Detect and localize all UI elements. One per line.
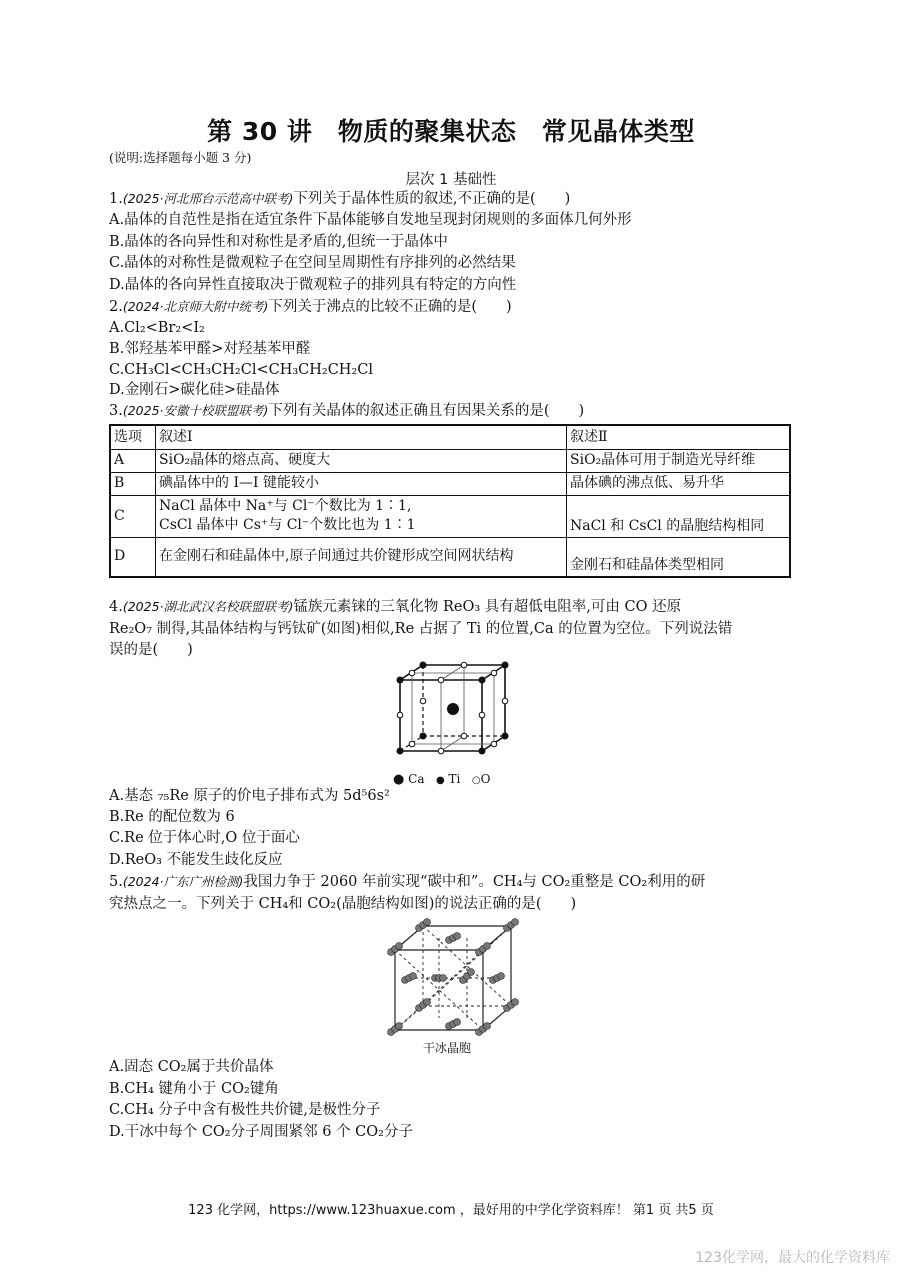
- q2-option-b: B.邻羟基苯甲醛>对羟基苯甲醛: [109, 341, 311, 357]
- row-statement-2: SiO₂晶体可用于制造光导纤维: [567, 449, 791, 472]
- q4-option-b: B.Re 的配位数为 6: [109, 809, 235, 825]
- q1-option-b: B.晶体的各向异性和对称性是矛盾的,但统一于晶体中: [109, 234, 448, 250]
- q2-option-d: D.金刚石>碳化硅>硅晶体: [109, 382, 280, 398]
- q4-option-a: A.基态 ₇₅Re 原子的价电子排布式为 5d⁵6s²: [109, 788, 390, 804]
- q4-source: (2025·湖北武汉名校联盟联考): [122, 599, 294, 614]
- q4-stem-line-3: 误的是( ): [109, 642, 193, 658]
- q4-option-d: D.ReO₃ 不能发生歧化反应: [109, 852, 283, 868]
- row-statement-2: 晶体碘的沸点低、易升华: [567, 472, 791, 495]
- q5-option-b: B.CH₄ 键角小于 CO₂键角: [109, 1081, 279, 1097]
- q1-stem: 1.(2025·河北邢台示范高中联考)下列关于晶体性质的叙述,不正确的是( ): [109, 191, 571, 207]
- q2-option-a: A.Cl₂<Br₂<I₂: [109, 320, 205, 336]
- row-option: B: [110, 472, 156, 495]
- q4-option-c: C.Re 位于体心时,O 位于面心: [109, 830, 300, 846]
- header-statement-1: 叙述Ⅰ: [156, 425, 567, 449]
- q1-source: (2025·河北邢台示范高中联考): [122, 191, 294, 206]
- row-option: D: [110, 537, 156, 577]
- q3-table: [109, 424, 791, 578]
- header-statement-2: 叙述Ⅱ: [567, 425, 791, 449]
- scoring-note: (说明:选择题每小题 3 分): [109, 150, 252, 165]
- q5-stem-line-2: 究热点之一。下列关于 CH₄和 CO₂(晶胞结构如图)的说法正确的是( ): [109, 896, 577, 912]
- row-statement-2: 金刚石和硅晶体类型相同: [567, 537, 791, 577]
- q3-source: (2025·安徽十校联盟联考): [122, 403, 269, 418]
- row-option: A: [110, 449, 156, 472]
- q5-stem-line-1: 5.(2024·广东广州检测)我国力争于 2060 年前实现“碳中和”。CH₄与 CO₂重整是 CO₂利用的研: [109, 874, 706, 890]
- page-footer: 123 化学网，https://www.123huaxue.com ，最好用的中学化学资料库！ 第1 页 共5 页: [188, 1203, 714, 1218]
- site-watermark: 123化学网，最大的化学资料库: [695, 1250, 890, 1266]
- row-option: C: [110, 495, 156, 537]
- q2-option-c: C.CH₃Cl<CH₃CH₂Cl<CH₃CH₂CH₂Cl: [109, 362, 373, 378]
- row-statement-2: NaCl 和 CsCl 的晶胞结构相同: [567, 495, 791, 537]
- table-row: [110, 537, 790, 577]
- header-option: 选项: [110, 425, 156, 449]
- q4-stem-line-1: 4.(2025·湖北武汉名校联盟联考)锰族元素铼的三氧化物 ReO₃ 具有超低电阻率,可由 CO 还原: [109, 599, 682, 615]
- q4-stem-line-2: Re₂O₇ 制得,其晶体结构与钙钛矿(如图)相似,Re 占据了 Ti 的位置,Ca 的位置为空位。下列说法错: [109, 621, 733, 637]
- table-row: [110, 472, 790, 495]
- q5-option-c: C.CH₄ 分子中含有极性共价键,是极性分子: [109, 1102, 381, 1118]
- row-statement-1: 在金刚石和硅晶体中,原子间通过共价键形成空间网状结构: [156, 537, 567, 577]
- q2-source: (2024·北京师大附中统考): [122, 299, 269, 314]
- q1-option-a: A.晶体的自范性是指在适宜条件下晶体能够自发地呈现封闭规则的多面体几何外形: [109, 212, 632, 228]
- table-row: [110, 495, 790, 537]
- perovskite-cell-figure: [385, 658, 525, 762]
- q5-option-a: A.固态 CO₂属于共价晶体: [109, 1059, 274, 1075]
- dry-ice-cell-figure: [383, 918, 523, 1038]
- q5-source: (2024·广东广州检测): [122, 874, 244, 889]
- q1-option-d: D.晶体的各向异性直接取决于微观粒子的排列具有特定的方向性: [109, 277, 517, 293]
- q3-stem: 3.(2025·安徽十校联盟联考)下列有关晶体的叙述正确且有因果关系的是( ): [109, 403, 585, 419]
- row-statement-1: NaCl 晶体中 Na⁺与 Cl⁻个数比为 1∶1, CsCl 晶体中 Cs⁺与 Cl⁻个数比也为 1∶1: [156, 495, 567, 537]
- table-row: [110, 449, 790, 472]
- q1-option-c: C.晶体的对称性是微观粒子在空间呈周期性有序排列的必然结果: [109, 255, 516, 271]
- page-title: 第 30 讲 物质的聚集状态 常见晶体类型: [207, 117, 695, 146]
- figure-caption: 干冰晶胞: [423, 1041, 472, 1055]
- row-statement-1: 碘晶体中的 I—I 键能较小: [156, 472, 567, 495]
- section-heading: 层次 1 基础性: [405, 172, 497, 188]
- q5-option-d: D.干冰中每个 CO₂分子周围紧邻 6 个 CO₂分子: [109, 1124, 413, 1140]
- q2-stem: 2.(2024·北京师大附中统考)下列关于沸点的比较不正确的是( ): [109, 299, 512, 315]
- row-statement-1: SiO₂晶体的熔点高、硬度大: [156, 449, 567, 472]
- figure-legend: ● Ca ● Ti ○O: [393, 772, 491, 787]
- table-header-row: [110, 425, 790, 449]
